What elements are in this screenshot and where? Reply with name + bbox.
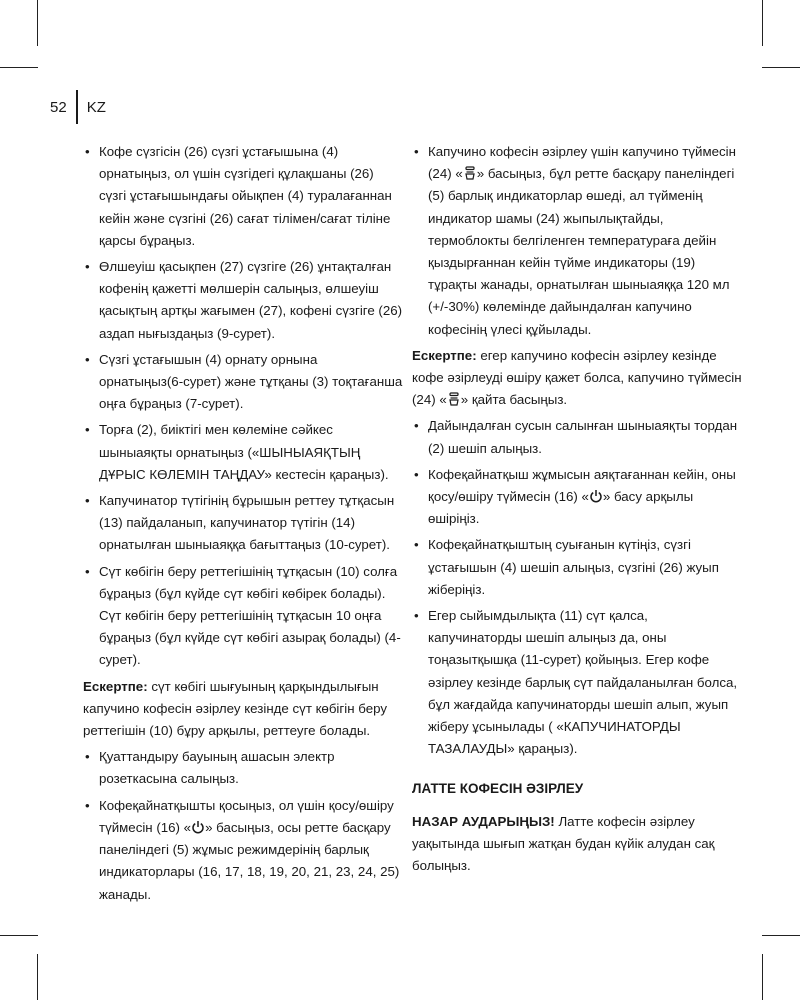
list-item-text: » басыңыз, бұл ретте басқару панеліндегі (5) барлық индикаторлар өшеді, ал түйменің индикатор шамы (24) жыпылықтайды, термоблокты белгіленген температураға дейін қыздырғаннан кейін түйме индикаторы (19) тұрақты жанады, орнатылған шыныаяққа 120 мл (+/-30%) көлемінде дайындалған капучино кофесінің үлесі құйылады. xyxy=(428,166,735,337)
list-item: • Кофеқайнатқыштың суығанын күтіңіз, сүзгі ұстағышын (4) шешіп алыңыз, сүзгіні (26) жуып жіберіңіз. xyxy=(412,534,742,601)
note-text: » қайта басыңыз. xyxy=(460,392,568,408)
list-item: • Сүзгі ұстағышын (4) орнату орнына орнатыңыз(6-сурет) және тұтқаны (3) тоқтағанша оңға бұраңыз (7-сурет). xyxy=(83,349,403,416)
warning-label: НАЗАР АУДАРЫҢЫЗ! xyxy=(412,813,555,829)
right-column xyxy=(412,141,742,881)
list-item-text: Капучино кофесін әзірлеу үшін капучино түймесін (24) « xyxy=(428,144,736,182)
instruction-list xyxy=(83,141,403,672)
language-code: KZ xyxy=(86,98,106,116)
list-item: • Өлшеуіш қасықпен (27) сүзгіге (26) ұнтақталған кофенің қажетті мөлшерін салыңыз, өлшеуіш қасықтың артқы жағымен (27), кофені сүзгіге (26) аздап нығыздаңыз (9-сурет). xyxy=(83,256,403,345)
instruction-list xyxy=(412,141,742,341)
instruction-list xyxy=(412,415,742,760)
crop-mark xyxy=(762,935,800,936)
crop-mark xyxy=(37,0,38,46)
note-label: Ескертпе: xyxy=(83,678,148,694)
crop-mark xyxy=(762,67,800,68)
list-item: • Егер сыйымдылықта (11) сүт қалса, капучинаторды шешіп алыңыз да, оны тоңазытқышқа (11-сурет) қойыңыз. Егер кофе әзірлеу кезінде барлық сүт пайдаланылған болса, бұл жағдайда капучинаторды шешіп алып, жуып жіберу ұсынылады ( «КАПУЧИНАТОРДЫ ТАЗАЛАУДЫ» қараңыз). xyxy=(412,605,742,760)
list-item-text: Кофеқайнатқыш жұмысын аяқтағаннан кейін, оны қосу/өшіру түймесін (16) « xyxy=(428,466,736,505)
list-item: • Торға (2), биіктігі мен көлеміне сәйкес шыныаяқты орнатыңыз («ШЫНЫАЯҚТЫҢ ДҰРЫС КӨЛЕМІН ТАҢДАУ» кестесін қараңыз). xyxy=(83,419,403,486)
list-item: • Қуаттандыру бауының ашасын электр розеткасына салыңыз. xyxy=(83,746,403,790)
crop-mark xyxy=(0,935,38,936)
instruction-list xyxy=(83,746,403,905)
note xyxy=(83,676,403,743)
section-title: ЛАТТЕ КОФЕСІН ӘЗІРЛЕУ xyxy=(412,781,584,797)
note xyxy=(412,345,742,412)
page-header xyxy=(50,90,106,124)
list-item xyxy=(412,141,742,341)
power-icon xyxy=(191,820,205,834)
left-column xyxy=(83,141,403,910)
page-number: 52 xyxy=(50,98,67,116)
power-icon xyxy=(589,489,603,503)
list-item xyxy=(412,464,742,531)
crop-mark xyxy=(37,954,38,1000)
list-item xyxy=(83,795,403,906)
note-text: сүт көбігі шығуының қарқындылығын капучино кофесін әзірлеу кезінде сүт көбігін беру реттегішін (10) бұру арқылы, реттеуге болады. xyxy=(83,678,387,739)
list-item-text: » басыңыз, осы ретте басқару панеліндегі (5) жұмыс режимдерінің барлық индикаторлары (16, 17, 18, 19, 20, 21, 23, 24, 25) жанады. xyxy=(99,819,400,902)
list-item-text: Кофеқайнатқышты қосыңыз, ол үшін қосу/өшіру түймесін (16) « xyxy=(99,797,394,835)
crop-mark xyxy=(0,67,38,68)
list-item-text: » басу арқылы өшіріңіз. xyxy=(428,489,694,527)
crop-mark xyxy=(762,954,763,1000)
note-label: Ескертпе: xyxy=(412,347,477,363)
warning xyxy=(412,811,742,878)
list-item: • Кофе сүзгісін (26) сүзгі ұстағышына (4) орнатыңыз, ол үшін сүзгідегі құлақшаны (26) сүзгі ұстағышындағы ойықпен (4) туралағаннан кейін және сүзгіні (26) сағат тілімен/сағат тіліне қарсы бұраңыз. xyxy=(83,141,403,252)
list-item: • Сүт көбігін беру реттегішінің тұтқасын (10) солға бұраңыз (бұл күйде сүт көбігі көбірек болады). Сүт көбігін беру реттегішінің тұтқасын 10 оңға бұраңыз (бұл күйде сүт көбігі азырақ болады) (4-сурет). xyxy=(83,561,403,672)
cappuccino-cup-icon xyxy=(447,392,461,406)
crop-mark xyxy=(762,0,763,46)
list-item: • Дайындалған сусын салынған шыныаяқты тордан (2) шешіп алыңыз. xyxy=(412,415,742,459)
note-text: егер капучино кофесін әзірлеу кезінде кофе әзірлеуді өшіру қажет болса, капучино түймесін (24) « xyxy=(412,347,742,408)
warning-text: Латте кофесін әзірлеу уақытында шығып жатқан будан күйік алудан сақ болыңыз. xyxy=(412,813,715,874)
list-item: • Капучинатор түтігінің бұрышын реттеу тұтқасын (13) пайдаланып, капучинатор түтігін (14) орнатылған шыныаяққа бағыттаңыз (10-сурет). xyxy=(83,490,403,557)
cappuccino-cup-icon xyxy=(463,166,477,180)
